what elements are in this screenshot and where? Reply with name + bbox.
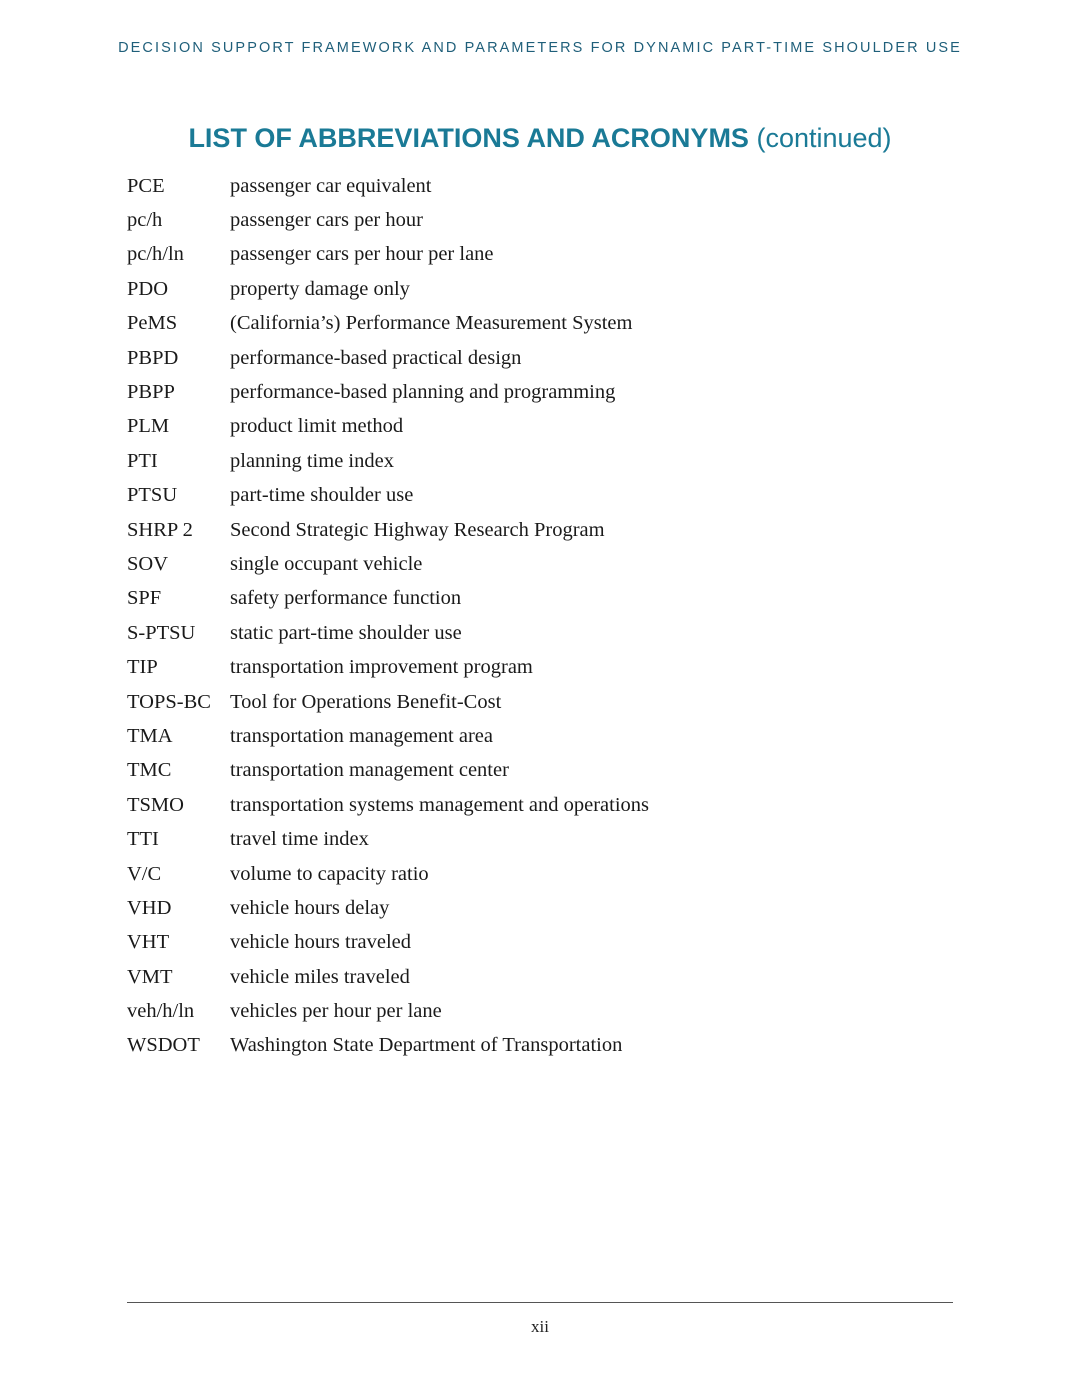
- acronym-row: [127, 272, 947, 306]
- acronym-term: VHT: [127, 931, 170, 954]
- acronym-definition: planning time index: [230, 449, 394, 472]
- acronym-definition: transportation management center: [230, 759, 509, 782]
- acronym-definition: Second Strategic Highway Research Program: [230, 518, 605, 541]
- running-header: DECISION SUPPORT FRAMEWORK AND PARAMETERS FOR DYNAMIC PART-TIME SHOULDER USE: [118, 40, 962, 56]
- acronym-definition: performance-based practical design: [230, 346, 522, 369]
- footer-divider: [127, 1302, 953, 1303]
- acronym-row: [127, 822, 947, 856]
- acronym-row: [127, 203, 947, 237]
- acronym-row: [127, 926, 947, 960]
- page-number: xii: [531, 1317, 549, 1336]
- acronym-definition: vehicle hours delay: [230, 896, 390, 919]
- acronym-definition: passenger cars per hour per lane: [230, 243, 494, 266]
- acronym-definition: (California’s) Performance Measurement System: [230, 312, 633, 335]
- acronym-definition: safety performance function: [230, 587, 462, 610]
- page-title-continued: (continued): [756, 123, 892, 153]
- acronym-row: [127, 444, 947, 478]
- acronym-row: [127, 479, 947, 513]
- acronym-row: [127, 513, 947, 547]
- acronym-term: TIP: [127, 656, 158, 679]
- acronym-term: S-PTSU: [127, 621, 196, 644]
- acronym-term: PTI: [127, 449, 158, 472]
- acronym-row: [127, 341, 947, 375]
- acronym-row: [127, 960, 947, 994]
- acronym-row: [127, 238, 947, 272]
- acronym-row: [127, 719, 947, 753]
- acronym-row: [127, 857, 947, 891]
- acronym-term: TSMO: [127, 793, 184, 816]
- acronym-term: TMC: [127, 759, 172, 782]
- acronym-row: [127, 547, 947, 581]
- acronym-term: PBPD: [127, 346, 179, 369]
- acronym-definition: passenger cars per hour: [230, 209, 423, 232]
- acronym-row: [127, 616, 947, 650]
- page-title: [0, 120, 1080, 156]
- acronym-term: SPF: [127, 587, 162, 610]
- acronym-term: pc/h/ln: [127, 243, 184, 266]
- acronym-term: WSDOT: [127, 1034, 200, 1057]
- acronym-term: SOV: [127, 552, 169, 575]
- acronym-definition: Tool for Operations Benefit-Cost: [230, 690, 502, 713]
- acronym-definition: vehicle hours traveled: [230, 931, 412, 954]
- acronym-definition: Washington State Department of Transportation: [230, 1034, 623, 1057]
- acronym-row: [127, 307, 947, 341]
- acronym-term: PLM: [127, 415, 170, 438]
- acronym-term: V/C: [127, 862, 162, 885]
- page-title-main: LIST OF ABBREVIATIONS AND ACRONYMS: [188, 123, 749, 153]
- acronym-row: [127, 410, 947, 444]
- acronym-definition: transportation improvement program: [230, 656, 533, 679]
- acronym-definition: travel time index: [230, 828, 369, 851]
- acronym-definition: part-time shoulder use: [230, 484, 414, 507]
- acronym-term: VMT: [127, 965, 173, 988]
- acronym-definition: volume to capacity ratio: [230, 862, 429, 885]
- acronym-term: PTSU: [127, 484, 178, 507]
- acronym-definition: transportation management area: [230, 724, 493, 747]
- acronym-definition: static part-time shoulder use: [230, 621, 462, 644]
- acronym-row: [127, 891, 947, 925]
- acronym-definition: passenger car equivalent: [230, 174, 432, 197]
- acronym-row: [127, 375, 947, 409]
- acronym-definition: vehicle miles traveled: [230, 965, 410, 988]
- acronym-term: TTI: [127, 828, 159, 851]
- acronym-term: pc/h: [127, 209, 163, 232]
- acronym-term: TOPS-BC: [127, 690, 211, 713]
- acronym-term: TMA: [127, 724, 173, 747]
- acronym-term: PCE: [127, 174, 165, 197]
- acronym-row: [127, 582, 947, 616]
- acronym-row: [127, 994, 947, 1028]
- acronym-definition: product limit method: [230, 415, 404, 438]
- acronym-list: [127, 169, 947, 1063]
- acronym-row: [127, 650, 947, 684]
- acronym-term: VHD: [127, 896, 172, 919]
- acronym-definition: vehicles per hour per lane: [230, 1000, 442, 1023]
- acronym-row: [127, 754, 947, 788]
- acronym-term: PBPP: [127, 381, 175, 404]
- acronym-row: [127, 685, 947, 719]
- acronym-term: PDO: [127, 277, 169, 300]
- acronym-row: [127, 1029, 947, 1063]
- acronym-definition: performance-based planning and programming: [230, 381, 616, 404]
- acronym-term: PeMS: [127, 312, 178, 335]
- acronym-row: [127, 169, 947, 203]
- acronym-term: SHRP 2: [127, 518, 193, 541]
- acronym-definition: property damage only: [230, 277, 410, 300]
- acronym-definition: single occupant vehicle: [230, 552, 423, 575]
- acronym-definition: transportation systems management and operations: [230, 793, 650, 816]
- acronym-term: veh/h/ln: [127, 1000, 195, 1023]
- acronym-row: [127, 788, 947, 822]
